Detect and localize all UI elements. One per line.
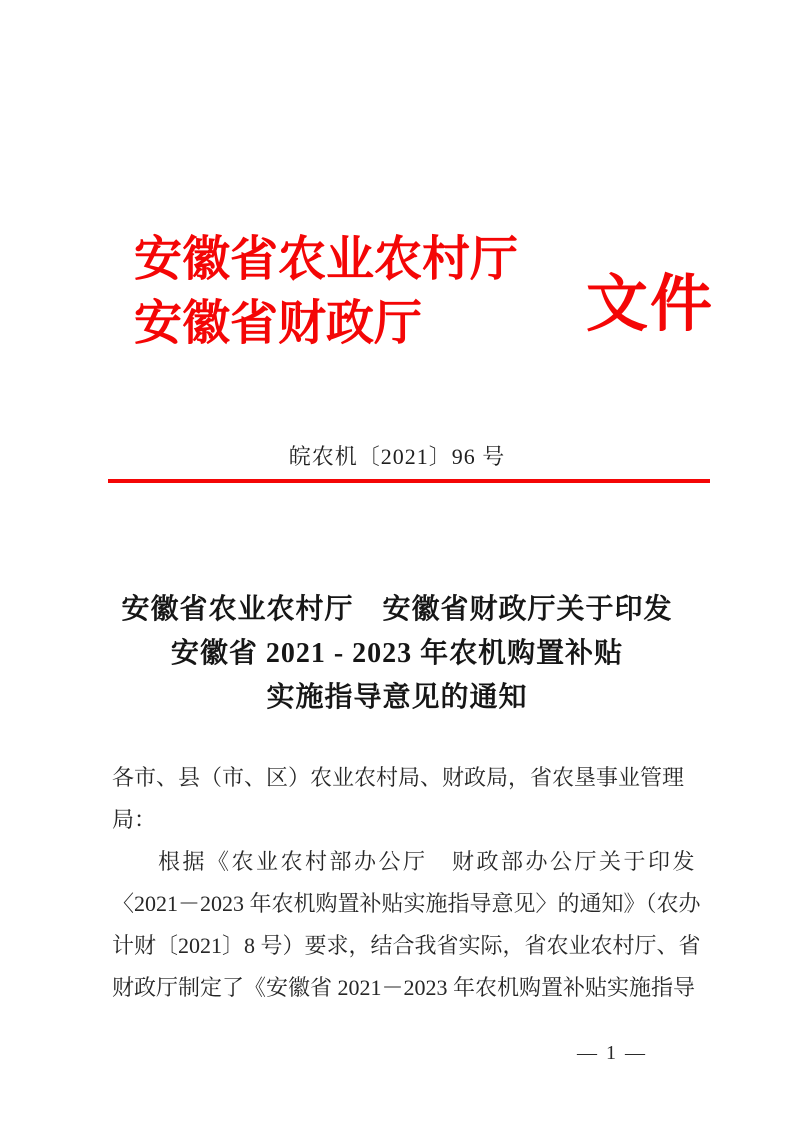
body-line: 计财〔2021〕8 号）要求，结合我省实际，省农业农村厅、省 [112,933,701,958]
title-line-2: 安徽省 2021 - 2023 年农机购置补贴 [170,638,624,669]
body-line: 财政厅制定了《安徽省 2021－2023 年农机购置补贴实施指导 [112,975,696,1000]
agency-name-line2: 安徽省财政厅 [134,297,423,350]
body-line-paragraph-start: 根据《农业农村部办公厅 财政部办公厅关于印发 [158,849,698,874]
red-separator-line [108,479,710,483]
body-line-salutation: 各市、县（市、区）农业农村局、财政局，省农垦事业管理 [112,765,685,790]
body-line: 〈2021－2023 年农机购置补贴实施指导意见〉的通知》（农办 [112,891,701,916]
doc-type-label: 文件 [586,270,715,339]
title-line-3: 实施指导意见的通知 [266,682,528,713]
title-line-1: 安徽省农业农村厅 安徽省财政厅关于印发 [121,594,673,625]
document-number: 皖农机〔2021〕96 号 [288,444,506,469]
page-number: — 1 — [577,1042,647,1064]
letterhead-agency-block [134,232,527,352]
agency-name-line1: 安徽省农业农村厅 [134,233,519,286]
document-title [0,588,794,720]
body-line-salutation-cont: 局： [112,807,157,832]
document-body [112,757,701,1009]
